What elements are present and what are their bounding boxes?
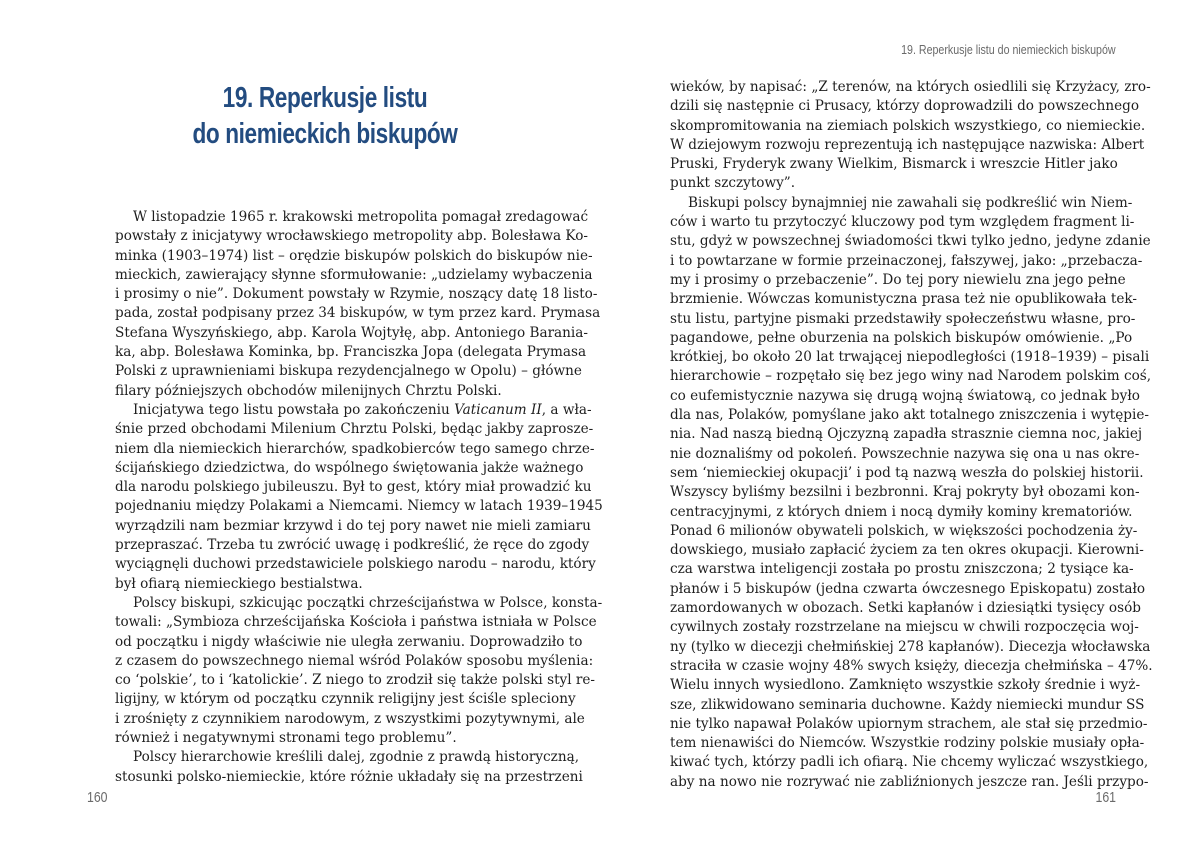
text-line: kiwać tych, którzy padli ich ofiarą. Nie chcemy wyliczać wszystkiego, <box>670 754 1149 771</box>
text-line: dla nas, Polaków, pomyślane jako akt totalnego zniszczenia i wytępie- <box>670 407 1149 424</box>
text-line: zamordowanych w obozach. Setki kapłanów i dziesiątki tysięcy osób <box>670 600 1141 617</box>
text-line: powstały z inicjatywy wrocławskiego metropolity abp. Bolesława Ko- <box>115 228 588 245</box>
paragraph-1 <box>115 208 601 401</box>
left-page-body <box>115 208 603 787</box>
text-line: i prosimy o nie”. Dokument powstały w Rzymie, noszący datę 18 listo- <box>115 286 598 303</box>
text-line: towali: „Symbioza chrześcijańska Kościoła i państwa istniała w Polsce <box>115 614 597 631</box>
text-line: był ofiarą niemieckiego bestialstwa. <box>115 575 363 592</box>
text-line: od początku i nigdy właściwie nie uległa zerwaniu. Doprowadziło to <box>115 633 583 650</box>
running-header: 19. Reperkusje listu do niemieckich biskupów <box>901 42 1116 57</box>
chapter-title-line-2: do niemieckich biskupów <box>192 118 458 150</box>
text-line: Polscy biskupi, szkicując początki chrześcijaństwa w Polsce, konsta- <box>133 594 603 611</box>
text-line: brzmienie. Wówczas komunistyczna prasa też nie opublikowała tek- <box>670 291 1138 308</box>
text-line: i to powtarzane w formie przeinaczonej, fałszywej, jako: „przebacza- <box>670 252 1143 269</box>
text-line: co eufemistycznie nazywa się drugą wojną światową, co jednak było <box>670 387 1140 404</box>
text-line: Wielu innych wysiedlono. Zamknięto wszystkie szkoły średnie i wyż- <box>670 677 1141 694</box>
text-line: wieków, by napisać: „Z terenów, na których osiedlili się Krzyżacy, zro- <box>670 79 1151 95</box>
text-line: sem ‘niemieckiej okupacji’ i pod tą nazwą weszła do polskiej historii. <box>670 464 1144 481</box>
text-line: punkt szczytowy”. <box>670 175 796 192</box>
text-line: nia. Nad naszą biedną Ojczyzną zapadła strasznie ciemna noc, jakiej <box>670 426 1143 443</box>
text-line: Stefana Wyszyńskiego, abp. Karola Wojtyłę, abp. Antoniego Barania- <box>115 324 588 341</box>
text-line: dzili się następnie ci Prusacy, którzy doprowadzili do powszechnego <box>670 98 1140 115</box>
text-line: W dziejowym rozwoju reprezentują ich następujące nazwiska: Albert <box>670 136 1145 153</box>
text-line: filary późniejszych obchodów milenijnych Chrztu Polski. <box>115 382 502 399</box>
right-page <box>597 0 1194 850</box>
text-line: ścijańskiego dziedzictwa, do wspólnego świętowania jakże ważnego <box>115 459 584 476</box>
text-line: aby na nowo nie rozrywać nie zabliźnionych jeszcze ran. Jeśli przypo- <box>670 773 1149 790</box>
text-line: Polscy hierarchowie kreślili dalej, zgodnie z prawdą historyczną, <box>133 749 580 766</box>
text-line: stu, gdyż w powszechnej świadomości tkwi tylko jedno, jedyne zdanie <box>670 233 1151 250</box>
text-line: Ponad 6 milionów obywateli polskich, w większości pochodzenia ży- <box>670 522 1138 539</box>
text-line: mieckich, zawierający słynne sformułowanie: „udzielamy wybaczenia <box>115 266 593 283</box>
text-line: wyrządzili nam bezmiar krzywd i do tej pory nawet nie mieli zamiaru <box>115 517 591 534</box>
text-line-with-italic <box>115 401 592 420</box>
text-fragment: Inicjatywa tego listu powstała po zakończeniu <box>133 401 455 418</box>
text-line: dla narodu polskiego jubileuszu. Był to gest, który miał prowadzić ku <box>115 479 592 496</box>
text-line: nie doznaliśmy od pokoleń. Powszechnie nazywa się ona u nas okre- <box>670 445 1140 462</box>
text-line: również i negatywnymi stronami tego problemu”. <box>115 730 457 747</box>
chapter-title <box>161 80 489 152</box>
chapter-title-line-1: 19. Reperkusje listu <box>222 82 428 114</box>
text-line: wyciągnęli duchowi przedstawiciele polskiego narodu – narodu, który <box>115 556 596 573</box>
text-line: i zrośnięty z czynnikiem narodowym, z wszystkimi pozytywnymi, ale <box>115 710 585 727</box>
text-line: hierarchowie – rozpętało się bez jego winy nad Narodem polskim coś, <box>670 368 1152 385</box>
text-line: Pruski, Fryderyk zwany Wielkim, Bismarck i wreszcie Hitler jako <box>670 156 1118 173</box>
text-line: Biskupi polscy bynajmniej nie zawahali się podkreślić win Niem- <box>688 194 1133 211</box>
text-line: pojednaniu między Polakami a Niemcami. Niemcy w latach 1939–1945 <box>115 498 603 515</box>
text-line: pagandowe, pełne oburzenia na polskich biskupów omówienie. „Po <box>670 329 1133 346</box>
text-line: stu listu, partyjne pismaki przedstawiły społeczeństwu własne, pro- <box>670 310 1136 327</box>
text-line: skompromitowania na ziemiach polskich wszystkiego, co niemieckie. <box>670 117 1146 134</box>
text-line: co ‘polskie’, to i ‘katolickie’. Z niego to zrodził się także polski styl re- <box>115 672 596 689</box>
text-line: stosunki polsko-niemieckie, które różnie układały się na przestrzeni <box>115 768 583 785</box>
text-line: z czasem do powszechnego niemal wśród Polaków sposobu myślenia: <box>115 652 594 669</box>
text-line: ny (tylko w diecezji chełmińskiej 278 kapłanów). Diecezja włocławska <box>670 638 1151 655</box>
text-line: nie tylko napawał Polaków upiornym strachem, ale stał się przedmio- <box>670 715 1148 732</box>
paragraph-2 <box>670 194 1153 792</box>
text-line: centracyjnymi, z których dniem i nocą dymiły kominy krematoriów. <box>670 503 1133 520</box>
text-line: pada, został podpisany przez 34 biskupów, w tym przez kard. Prymasa <box>115 305 601 322</box>
text-line: straciła w czasie wojny 48% swych księży, diecezja chełmińska – 47%. <box>670 657 1153 674</box>
text-line: śnie przed obchodami Milenium Chrztu Polski, będąc jakby zaprosze- <box>115 421 594 438</box>
text-line: cza warstwa inteligencji została po prostu zniszczona; 2 tysiące ka- <box>670 561 1134 578</box>
text-fragment: , a wła- <box>541 401 592 418</box>
paragraph-2 <box>115 401 603 594</box>
paragraph-4 <box>115 748 583 787</box>
text-line: dowskiego, musiało zapłacić życiem za ten okres okupacji. Kierowni- <box>670 542 1144 559</box>
italic-term: Vaticanum II <box>454 401 542 418</box>
text-line: minka (1903–1974) list – orędzie biskupów polskich do biskupów nie- <box>115 247 593 264</box>
right-page-body <box>670 78 1153 792</box>
text-line: niem dla niemieckich hierarchów, spadkobierców tego samego chrze- <box>115 440 595 457</box>
text-line: płanów i 5 biskupów (jedna czwarta ówczesnego Episkopatu) zostało <box>670 580 1146 597</box>
text-line: przepraszać. Trzeba tu zwrócić uwagę i podkreślić, że ręce do zgody <box>115 537 590 554</box>
paragraph-continued <box>670 78 1151 194</box>
text-line: ka, abp. Bolesława Kominka, bp. Franciszka Jopa (delegata Prymasa <box>115 344 587 361</box>
text-line: W listopadzie 1965 r. krakowski metropolita pomagał zredagować <box>133 209 589 225</box>
text-line: ców i warto tu przytoczyć kluczowy pod tym względem fragment li- <box>670 214 1135 231</box>
page-number: 161 <box>1095 789 1116 806</box>
text-line: sze, zlikwidowano seminaria duchowne. Każdy niemiecki mundur SS <box>670 696 1145 713</box>
page-number: 160 <box>87 789 108 806</box>
text-line: ligijny, w którym od początku czynnik religijny jest ściśle spleciony <box>115 691 576 708</box>
paragraph-3 <box>115 594 603 748</box>
text-line: Wszyscy byliśmy bezsilni i bezbronni. Kraj pokryty był obozami kon- <box>670 484 1140 501</box>
text-line: tem nienawiści do Niemców. Wszystkie rodziny polskie musiały opła- <box>670 735 1145 752</box>
text-line: cywilnych zostały rozstrzelane na miejscu w chwili rozpoczęcia woj- <box>670 619 1139 636</box>
text-line: Polski z uprawnieniami biskupa rezydencjalnego w Opolu) – główne <box>115 363 582 380</box>
text-line: my i prosimy o przebaczenie”. Do tej pory niewielu zna jego pełne <box>670 271 1126 288</box>
text-line: krótkiej, bo około 20 lat trwającej niepodległości (1918–1939) – pisali <box>670 349 1150 366</box>
